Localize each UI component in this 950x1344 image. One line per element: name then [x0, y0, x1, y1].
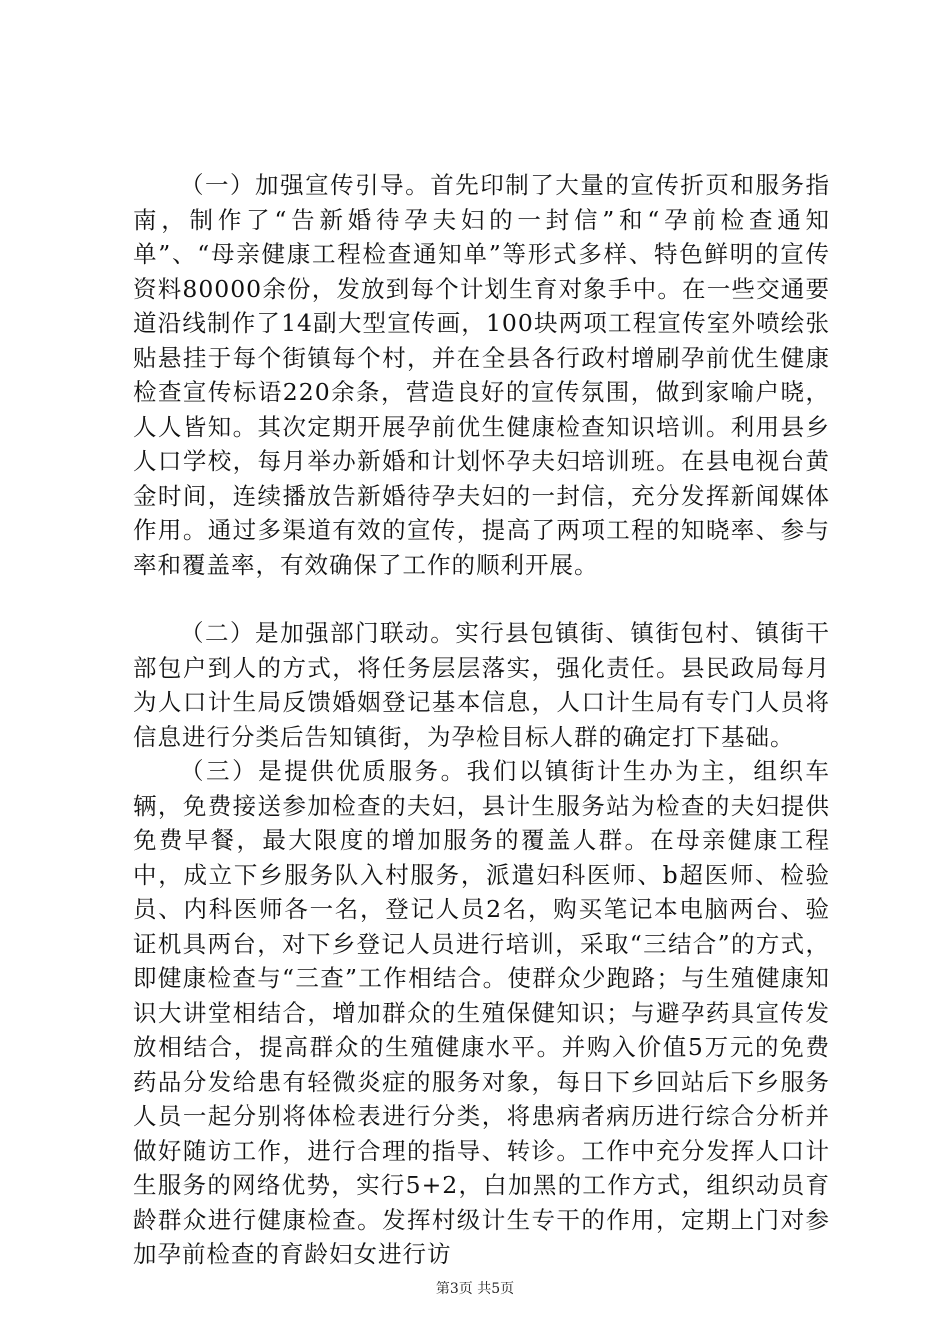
page-footer: 第3页 共5页: [435, 1281, 515, 1297]
paragraph-department-linkage: （二）是加强部门联动。实行县包镇街、镇街包村、镇街干部包户到人的方式，将任务层层落实，强化责任。县民政局每月为人口计生局反馈婚姻登记基本信息，人口计生局有专门人员将信息进行分类后告知镇街，为孕检目标人群的确定打下基础。: [133, 619, 830, 751]
paragraph-publicity: （一）加强宣传引导。首先印制了大量的宣传折页和服务指南，制作了“告新婚待孕夫妇的一封信”和“孕前检查通知单”、“母亲健康工程检查通知单”等形式多样、特色鲜明的宣传资料80000余份，发放到每个计划生育对象手中。在一些交通要道沿线制作了14副大型宣传画，100块两项工程宣传室外喷绘张贴悬挂于每个街镇每个村，并在全县各行政村增刷孕前优生健康检查宣传标语220余条，营造良好的宣传氛围，做到家喻户晓，人人皆知。其次定期开展孕前优生健康检查知识培训。利用县乡人口学校，每月举办新婚和计划怀孕夫妇培训班。在县电视台黄金时间，连续播放告新婚待孕夫妇的一封信，充分发挥新闻媒体作用。通过多渠道有效的宣传，提高了两项工程的知晓率、参与率和覆盖率，有效确保了工作的顺利开展。: [133, 171, 830, 579]
paragraph-quality-service: （三）是提供优质服务。我们以镇街计生办为主，组织车辆，免费接送参加检查的夫妇，县计生服务站为检查的夫妇提供免费早餐，最大限度的增加服务的覆盖人群。在母亲健康工程中，成立下乡服务队入村服务，派遣妇科医师、b超医师、检验员、内科医师各一名，登记人员2名，购买笔记本电脑两台、验证机具两台，对下乡登记人员进行培训，采取“三结合”的方式，即健康检查与“三查”工作相结合。使群众少跑路；与生殖健康知识大讲堂相结合，增加群众的生殖保健知识；与避孕药具宣传发放相结合，提高群众的生殖健康水平。并购入价值5万元的免费药品分发给患有轻微炎症的服务对象，每日下乡回站后下乡服务人员一起分别将体检表进行分类，将患病者病历进行综合分析并做好随访工作，进行合理的指导、转诊。工作中充分发挥人口计生服务的网络优势，实行5+2，白加黑的工作方式，组织动员育龄群众进行健康检查。发挥村级计生专干的作用，定期上门对参加孕前检查的育龄妇女进行访: [133, 757, 830, 1268]
document-body: [133, 168, 830, 1272]
